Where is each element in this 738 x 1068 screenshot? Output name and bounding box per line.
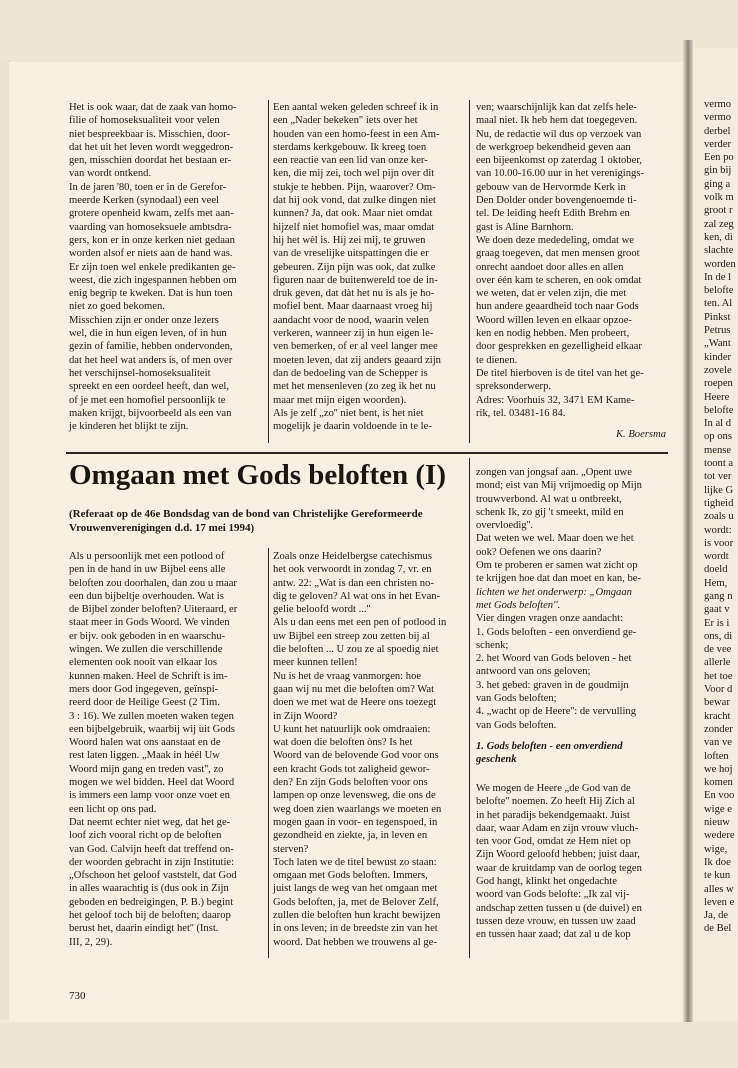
text-line: in ons leven; in de breedste zin van het <box>273 923 438 935</box>
facing-page-line: het toe <box>704 670 733 682</box>
facing-page-line: belofte <box>704 404 734 416</box>
text-line: pen in de hand in uw Bijbel eens alle <box>69 564 226 576</box>
facing-page-line: groot r <box>704 205 733 217</box>
scan-background-bottom <box>0 1022 738 1068</box>
text-line: trouwverbond. Al wat u ontbreekt, <box>476 493 622 505</box>
text-line: 3. het gebed: graven in de goudmijn <box>476 679 629 691</box>
text-line: „Ofschoon het geloof vaststelt, dat God <box>69 870 237 882</box>
text-line: Om te proberen er samen wat zicht op <box>476 560 638 572</box>
text-line: figuren naar de buitenwereld toe de in- <box>273 274 438 286</box>
text-line: kunnen? Ja, dat ook. Maar niet omdat <box>273 208 433 220</box>
text-line: De titel hierboven is de titel van het ge- <box>476 367 644 379</box>
text-line: der woorden gebracht in zijn Institutie: <box>69 856 235 868</box>
facing-page-line: ken, di <box>704 231 733 243</box>
facing-page-line: vermo <box>704 112 732 124</box>
text-line: met Gods beloften''. <box>476 599 561 611</box>
text-line: zullen die beloften hun kracht bewijzen <box>273 910 441 922</box>
text-line: is immers een lamp voor onze voet en <box>69 790 230 802</box>
text-line: tel. De leiding heeft Edith Brehm en <box>476 208 630 220</box>
text-line: reerd door de Heilige Geest (2 Tim. <box>69 697 220 709</box>
text-line: wat doen die beloften òns? Is het <box>273 737 413 749</box>
text-line: overvloedig''. <box>476 520 534 532</box>
text-line: ken en nodig hebben. Men probeert, <box>476 328 630 340</box>
text-line: belofte'' noemen. Zo heeft Hij Zich al <box>476 796 635 808</box>
text-line: verkeren, wanneer zij in hun eigen le- <box>273 328 434 340</box>
article1-signature <box>476 428 666 441</box>
article-divider <box>66 452 668 454</box>
text-line: dat hij ook vond, dat zulke dingen niet <box>273 195 436 207</box>
text-line: lampen op onze levensweg, die ons de <box>273 790 436 802</box>
text-line: het verschijnsel-homoseksualiteit <box>69 367 211 379</box>
text-line: wel, die in hun eigen leven, of in hun <box>69 328 227 340</box>
article2-column-3-continued <box>476 782 642 942</box>
text-line: meerde Kerken (synodaal) een veel <box>69 195 219 207</box>
facing-page-line: derbel <box>704 125 731 137</box>
text-line: te krijgen hoe dat dan moet en kan, be- <box>476 573 642 585</box>
text-line: tussen deze vrouw, en tussen uw zaad <box>476 915 636 927</box>
facing-page-line: zovele <box>704 364 732 376</box>
facing-page-line: lijke G <box>704 484 734 496</box>
text-line: mogen gaan in voor- en tegenspoed, in <box>273 816 438 828</box>
text-line: woord van Gods belofte: „Ik zal vij- <box>476 889 630 901</box>
text-line: we weten, dat er velen zijn, die met <box>476 288 627 300</box>
column-rule <box>268 548 269 958</box>
facing-page-line: te kun <box>704 870 731 882</box>
facing-page-line: loften <box>704 750 729 762</box>
scan-background-top <box>0 0 738 62</box>
text-line: III, 2, 29). <box>69 936 113 948</box>
text-line: Zijn Woord geloofd hebben; juist daar, <box>476 849 640 861</box>
text-line: een licht op ons pad. <box>69 803 157 815</box>
text-line: hij het wèl is. Hij zei mij, te gruwen <box>273 234 426 246</box>
text-line: ook? Oefenen we ons daarin? <box>476 546 602 558</box>
text-line: woord. Dat hebben we trouwens al ge- <box>273 936 437 948</box>
text-line: gast is Aline Barnhorn. <box>476 221 574 233</box>
text-line: loof zich vooral richt op de beloften <box>69 830 222 842</box>
text-line: God hangt, klinkt het ongedachte <box>476 876 617 888</box>
text-line: den? En zijn Gods beloften voor ons <box>273 777 428 789</box>
facing-page-line: gin bij <box>704 165 732 177</box>
text-line: van de vreselijke uitspattingen die er <box>273 248 429 260</box>
author-signature: K. Boersma <box>615 429 666 440</box>
text-line: mogelijk je daarin voldoende in te le- <box>273 421 432 433</box>
text-line: in het paradijs bekendgemaakt. Juist <box>476 809 630 821</box>
text-line: dat het heel wat anders is, of men over <box>69 354 233 366</box>
text-line: Nu, de redactie wil dus op verzoek van <box>476 128 642 140</box>
text-line: 3 : 16). We zullen moeten waken tegen <box>69 710 234 722</box>
facing-page-line: In de l <box>704 271 732 283</box>
facing-page-line: gaat v <box>704 604 730 616</box>
facing-page-line: Hem, <box>704 577 728 589</box>
text-line: Er zijn toen wel enkele predikanten ge- <box>69 261 236 273</box>
facing-page-line: op ons <box>704 431 732 443</box>
text-line: van Gods beloften; <box>476 693 557 705</box>
facing-page-line: kinder <box>704 351 732 363</box>
text-line: juist langs de weg van het omgaan met <box>273 883 438 895</box>
facing-page-line: wordt <box>704 551 729 563</box>
facing-page-line: zonder <box>704 723 733 735</box>
text-line: gelie beloofd wordt ...'' <box>273 604 371 616</box>
facing-page-line: worden <box>704 258 736 270</box>
text-line: moeten leven, dat zij anders geaard zijn <box>273 354 441 366</box>
text-line: rest laten liggen. „Maak in héél Uw <box>69 750 220 762</box>
facing-page-line: wedere <box>704 830 735 842</box>
text-line: Dat weten we wel. Maar doen we het <box>476 533 634 545</box>
facing-page-line: nieuw <box>704 817 730 829</box>
text-line: 2. het Woord van Gods beloven - het <box>476 653 632 665</box>
text-line: van Gods beloften. <box>476 719 557 731</box>
facing-page-text <box>704 98 736 936</box>
text-line: lichten we het onderwerp: „Omgaan <box>476 586 632 598</box>
text-line: maken krijgt, bijvoorbeeld als een van <box>69 407 232 419</box>
text-line: waar de kruitdamp van de oorlog tegen <box>476 862 642 874</box>
facing-page-line: ten. Al <box>704 298 733 310</box>
text-line: 1. Gods beloften - een onverdiend ge- <box>476 626 637 638</box>
text-line: kunnen maken. Heel de Schrift is im- <box>69 670 228 682</box>
text-line: gebouw van de Hervormde Kerk in <box>476 181 626 193</box>
article2-column-1 <box>69 550 237 949</box>
text-line: doen we met wat de Heere ons toezegt <box>273 697 437 709</box>
facing-page-line: wige, <box>704 843 728 855</box>
text-line: met het mensenleven (zo zeg ik het nu <box>273 381 436 393</box>
facing-page-line: de vee <box>704 644 732 656</box>
text-line: gebeuren. Zijn pijn was ook, dat zulke <box>273 261 436 273</box>
text-line: het geloof toch bij de beloften; daarop <box>69 910 231 922</box>
section-heading <box>476 740 623 767</box>
text-line: dat het uit het leven wordt weggedron- <box>69 141 234 153</box>
text-line: Toch laten we de titel bewust zo staan: <box>273 856 437 868</box>
facing-page-line: slachte <box>704 245 734 257</box>
facing-page-line: leven e <box>704 896 735 908</box>
text-line: Nu is het de vraag vanmorgen: hoe <box>273 670 422 682</box>
facing-page-line: Ja, de <box>704 910 729 922</box>
text-line: Vier dingen vragen onze aandacht: <box>476 613 624 625</box>
text-line: daar, waar Adam en zijn vrouw vluch- <box>476 822 639 834</box>
text-line: spreekt en een oordeel heeft, dan wel, <box>69 381 230 393</box>
article2-column-2 <box>273 550 446 949</box>
text-line: weest, die zich ingespannen hebben om <box>69 274 237 286</box>
subtitle-line: Vrouwenverenigingen d.d. 17 mei 1994) <box>69 521 255 534</box>
text-line: aandacht voor de nood, waarin velen <box>273 314 429 326</box>
facing-page-line: „Want <box>704 338 731 350</box>
article-title: Omgaan met Gods beloften (I) <box>69 459 446 491</box>
subtitle-line: (Referaat op de 46e Bondsdag van de bond van Christelijke Gereformeerde <box>69 508 423 520</box>
text-line: maar met mijn eigen woorden). <box>273 394 407 406</box>
text-line: hijzelf niet homofiel was, maar omdat <box>273 221 435 233</box>
facing-page-line: In al d <box>704 418 732 430</box>
text-line: Gods beloften, ja, met de Belover Zelf, <box>273 896 439 908</box>
text-line: spreksonderwerp. <box>476 381 552 393</box>
text-line: Zoals onze Heidelbergse catechismus <box>273 551 432 562</box>
facing-page-line: En voo <box>704 790 735 802</box>
text-line: een bijbelgebruik, waarbij wij uit Gods <box>69 723 235 735</box>
facing-page-line: vermo <box>704 99 732 110</box>
text-line: worden alsof er niets aan de hand was. <box>69 248 233 260</box>
text-line: Woord willen leven en elkaar opzoe- <box>476 314 632 326</box>
text-line: van 10.00-16.00 uur in het verenigings- <box>476 168 644 180</box>
text-line: die beloften ... U zou ze al spoedig niet <box>273 644 439 656</box>
facing-page-line: Ik doe <box>704 856 731 868</box>
facing-page-line: bewar <box>704 697 730 709</box>
text-line: niet bespreekbaar is. Misschien, door- <box>69 128 231 140</box>
text-line: een bijeenkomst op zaterdag 1 oktober, <box>476 155 643 167</box>
facing-page-line: Pinkst <box>704 311 731 323</box>
text-line: ten voor God, omdat ze Hem niet op <box>476 836 631 848</box>
text-line: de werkgroep bekendheid geven aan <box>476 141 631 153</box>
text-line: sterdams kerkgebouw. Ik kreeg toen <box>273 141 427 153</box>
text-line: een reactie van een lid van onze ker- <box>273 155 428 167</box>
text-line: de Bijbel zonder beloften? Uiteraard, er <box>69 604 238 616</box>
facing-page-line: volk m <box>704 192 734 204</box>
facing-page-line: Voor d <box>704 684 733 696</box>
text-line: gen, misschien doordat het bestaan er- <box>69 155 232 167</box>
article2-column-3 <box>476 466 642 732</box>
facing-page-line: verder <box>704 138 732 150</box>
facing-page-line: zal zeg <box>704 218 734 230</box>
text-line: maal niet. Ik heb hem dat toegegeven. <box>476 115 638 127</box>
text-line: Adres: Voorhuis 32, 3471 EM Kame- <box>476 394 635 406</box>
text-line: staat meer in Gods Woord. We vinden <box>69 617 230 629</box>
facing-page-line: ging a <box>704 178 731 190</box>
text-line: vaarding van homoseksuele ambtsdra- <box>69 221 232 233</box>
text-line: omgaan met Gods beloften. Immers, <box>273 870 428 882</box>
text-line: Woord mijn gang en treden vast'', zo <box>69 763 224 775</box>
text-line: antw. 22: „Wat is dan een christen no- <box>273 577 434 589</box>
text-line: andschap zetten tussen u (de duivel) en <box>476 902 642 914</box>
article1-column-3 <box>476 101 644 420</box>
article1-column-2 <box>273 101 441 433</box>
text-line: geboden en bedreigingen, P. B.) begint <box>69 896 234 908</box>
text-line: ven bemerken, of er al veel langer mee <box>273 341 438 353</box>
facing-page-line: van ve <box>704 737 732 749</box>
facing-page-line: de Bel <box>704 923 732 935</box>
facing-page-line: tot ver <box>704 471 732 483</box>
facing-page-line: we hoj <box>704 763 733 775</box>
facing-page-line: komen <box>704 777 733 789</box>
facing-page-line: allerle <box>704 657 731 669</box>
text-line: gaan wij nu met die beloften om? Wat <box>273 683 435 695</box>
facing-page-line: gang n <box>704 590 733 602</box>
facing-page-line: mense <box>704 444 732 456</box>
text-line: of je met een homofiel persoonlijk te <box>69 394 226 406</box>
text-line: gers, kon er in onze kerken niet gedaan <box>69 234 235 246</box>
text-line: rik, tel. 03481-16 84. <box>476 407 566 419</box>
facing-page-line: kracht <box>704 710 731 722</box>
text-line: antwoord van ons geloven; <box>476 666 591 678</box>
text-line: over één kam te scheren, en ook omdat <box>476 274 642 286</box>
text-line: gezin of familie, hebben ondervonden, <box>69 341 233 353</box>
text-line: schenk Ik, zo gij 't smeekt, mild en <box>476 506 624 518</box>
facing-page-line: belofte <box>704 285 734 297</box>
text-line: niet zo goed bekomen. <box>69 301 165 313</box>
text-line: gezondheid en ziekte, ja, in leven en <box>273 830 428 842</box>
text-line: houden van een homo-feest in een Am- <box>273 128 440 140</box>
text-line: elementen ook nooit van elkaar los <box>69 657 217 669</box>
text-line: van wordt ontkend. <box>69 168 152 180</box>
text-line: We doen deze mededeling, omdat we <box>476 234 634 246</box>
section-heading-line: geschenk <box>476 754 517 766</box>
text-line: U kunt het natuurlijk ook omdraaien: <box>273 723 431 735</box>
facing-page-line: alles w <box>704 883 734 895</box>
text-line: mers door God ingegeven, geïnspi- <box>69 683 219 695</box>
column-rule <box>469 458 470 958</box>
facing-page-line: Er is i <box>704 617 730 629</box>
facing-page-line: toont a <box>704 458 734 470</box>
text-line: ken, die mij zei, toch wel pijn over dit <box>273 168 435 180</box>
text-line: onrecht aandoet door alles en allen <box>476 261 624 273</box>
text-line: in Zijn Woord? <box>273 710 338 722</box>
text-line: Als u persoonlijk met een potlood of <box>69 551 225 562</box>
text-line: een dun bijbeltje overhouden. Wat is <box>69 590 224 602</box>
text-line: en tussen haar zaad; dat zal u de kop <box>476 929 631 941</box>
text-line: in alles waarachtig is (dus ook in Zijn <box>69 883 229 895</box>
text-line: Woord halen wat ons aanstaat en de <box>69 737 221 749</box>
text-line: meer kunnen tellen! <box>273 657 358 669</box>
facing-page-line: doeld <box>704 564 728 576</box>
facing-page-line: Een po <box>704 152 734 164</box>
facing-page-line: wordt: <box>704 524 732 536</box>
text-line: het ook verwoordt in zondag 7, vr. en <box>273 564 432 576</box>
text-line: Den Dolder onder bovengenoemde ti- <box>476 195 637 207</box>
text-line: Als je zelf „zo'' niet bent, is het niet <box>273 407 424 419</box>
facing-page-line: is voor <box>704 537 734 549</box>
facing-page-line: zoals u <box>704 511 734 523</box>
text-line: ven; waarschijnlijk kan dat zelfs hele- <box>476 102 637 113</box>
text-line: Als u dan eens met een pen of potlood in <box>273 617 447 629</box>
text-line: Dat neemt echter niet weg, dat het ge- <box>69 816 231 828</box>
facing-page-line: tigheid <box>704 497 734 509</box>
page-number: 730 <box>69 990 86 1002</box>
column-rule <box>268 100 269 443</box>
text-line: filie of homoseksualiteit voor velen <box>69 115 220 127</box>
facing-page-line: wige e <box>704 803 732 815</box>
facing-page-line: Petrus <box>704 325 731 337</box>
text-line: er bijv. ook geboden in en waarschu- <box>69 630 226 642</box>
text-line: Misschien zijn er onder onze lezers <box>69 314 219 326</box>
facing-page-line: Heere <box>704 391 730 403</box>
article-subtitle <box>69 508 423 535</box>
text-line: een „Nader bekeken" iets over het <box>273 115 418 127</box>
text-line: dan de bedoeling van de Schepper is <box>273 367 428 379</box>
book-gutter <box>683 40 693 1030</box>
text-line: weg doen zien waarlangs we moeten en <box>273 803 442 815</box>
article1-column-1 <box>69 101 237 433</box>
text-line: door gesprekken en gezelligheid elkaar <box>476 341 642 353</box>
text-line: graag toegeven, dat men mensen groot <box>476 248 640 260</box>
text-line: druk geven, dat dàt het nu is als je ho- <box>273 288 435 300</box>
text-line: beloften zou doorhalen, dan zou u maar <box>69 577 237 589</box>
text-line: mond; eist van Mij vrijmoedig op Mijn <box>476 480 642 492</box>
facing-page-line: ons, di <box>704 630 733 642</box>
section-heading-line: 1. Gods beloften - een onverdiend <box>476 741 623 752</box>
text-line: je kinderen het blijkt te zijn. <box>69 421 189 433</box>
text-line: Woord van de belovende God voor ons <box>273 750 439 762</box>
text-line: enig begrip te kweken. Dat is hun toen <box>69 288 233 300</box>
text-line: mogen we wel bidden. Heel dat Woord <box>69 777 235 789</box>
text-line: grotere openheid kwam, zelfs met aan- <box>69 208 234 220</box>
text-line: sterven? <box>273 843 309 855</box>
text-line: zongen van jongsaf aan. „Opent uwe <box>476 467 632 478</box>
text-line: wingen. We zullen die verschillende <box>69 644 223 656</box>
text-line: Een aantal weken geleden schreef ik in <box>273 102 439 113</box>
text-line: dig te geloven? Al wat ons in het Evan- <box>273 590 441 602</box>
text-line: uw Bijbel een streep zou zetten bij al <box>273 630 430 642</box>
column-rule <box>469 100 470 443</box>
text-line: berust het, daarin eindigt het'' (Inst. <box>69 923 219 935</box>
text-line: In de jaren '80, toen er in de Gerefor- <box>69 181 227 193</box>
text-line: Het is ook waar, dat de zaak van homo- <box>69 102 237 113</box>
text-line: mofiel bent. Maar daarnaast vroeg hij <box>273 301 433 313</box>
text-line: van God. Calvijn heeft dat treffend on- <box>69 843 234 855</box>
text-line: te dienen. <box>476 354 518 366</box>
text-line: een kracht Gods tot zaligheid gewor- <box>273 763 430 775</box>
text-line: hun andere geaardheid toch naar Gods <box>476 301 639 313</box>
text-line: schenk; <box>476 639 509 651</box>
text-line: stukje te hebben. Pijn, waarover? Om- <box>273 181 436 193</box>
text-line: We mogen de Heere „de God van de <box>476 783 631 794</box>
facing-page-line: roepen <box>704 378 733 390</box>
text-line: 4. „wacht op de Heere'': de vervulling <box>476 706 637 718</box>
